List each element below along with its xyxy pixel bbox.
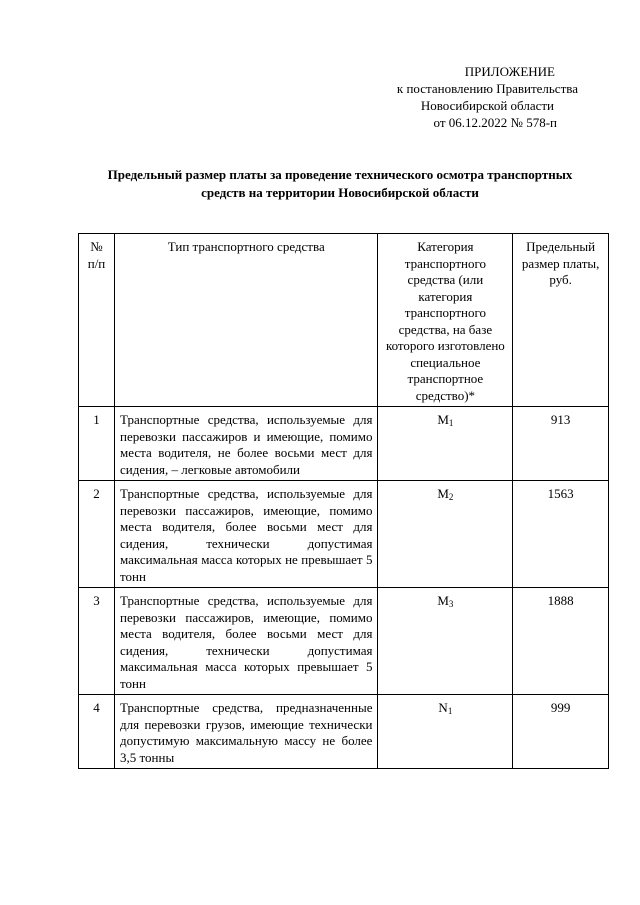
table-row [79,481,609,588]
category-subscript: 1 [447,706,453,716]
category-letter: M [437,412,449,427]
row-num: 3 [79,588,115,695]
row-type: Транспортные средства, предназначенные для перевозки грузов, имеющие технически допустимую максимальную массу не более 3,5 тонны [115,695,378,769]
category-letter: N [438,700,448,715]
header-category: Категория транспортного средства (или категория транспортного средства, на базе которого изготовлено специальное транспортное средство)* [378,234,513,407]
row-category [378,407,513,481]
row-fee: 1563 [513,481,609,588]
row-num: 1 [79,407,115,481]
category-letter: M [437,486,449,501]
appendix-heading: ПРИЛОЖЕНИЕ [464,64,555,79]
row-type: Транспортные средства, используемые для перевозки пассажиров и имеющие, помимо места водителя, не более восьми мест для сидения, – легковые автомобили [115,407,378,481]
table-header-row [79,234,609,407]
row-fee: 999 [513,695,609,769]
row-type: Транспортные средства, используемые для перевозки пассажиров, имеющие, помимо места водителя, более восьми мест для сидения, технически допустимая максимальная масса которых не превышает 5 тонн [115,481,378,588]
appendix-block [342,63,582,131]
category-subscript: 3 [448,599,454,609]
appendix-line-2: Новосибирской области [420,98,554,113]
header-fee: Предельный размер платы, руб. [513,234,609,407]
row-category [378,695,513,769]
row-num: 2 [79,481,115,588]
appendix-line-1: к постановлению Правительства [396,81,578,96]
table-row [79,407,609,481]
row-fee: 1888 [513,588,609,695]
fees-table [78,233,609,769]
row-type: Транспортные средства, используемые для перевозки пассажиров, имеющие, помимо места водителя, более восьми мест для сидения, технически допустимая максимальная масса которых превышает 5 тонн [115,588,378,695]
row-category [378,481,513,588]
table-row [79,695,609,769]
category-subscript: 2 [448,492,454,502]
header-num: № п/п [79,234,115,407]
row-category [378,588,513,695]
row-num: 4 [79,695,115,769]
header-type: Тип транспортного средства [115,234,378,407]
document-title: Предельный размер платы за проведение технического осмотра транспортных средств на территории Новосибирской области [107,167,573,200]
row-fee: 913 [513,407,609,481]
category-subscript: 1 [448,418,454,428]
appendix-line-3: от 06.12.2022 № 578-п [433,115,557,130]
category-letter: M [437,593,449,608]
table-row [79,588,609,695]
